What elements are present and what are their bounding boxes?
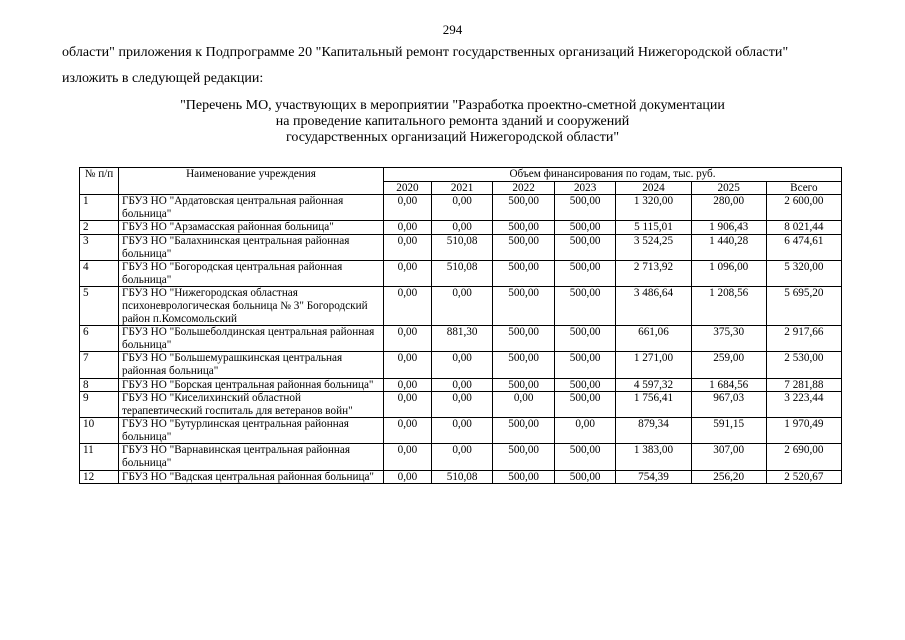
value-2025: 375,30 [691, 326, 766, 352]
institution-name: ГБУЗ НО "Большеболдинская центральная районная больница" [119, 326, 384, 352]
value-total: 2 600,00 [766, 195, 841, 221]
header-number: № п/п [80, 168, 119, 195]
value-2022: 500,00 [493, 418, 555, 444]
value-2020: 0,00 [384, 352, 432, 378]
value-2024: 879,34 [616, 418, 691, 444]
institution-name: ГБУЗ НО "Балахнинская центральная районная больница" [119, 234, 384, 260]
table-row [80, 418, 842, 444]
value-2022: 0,00 [493, 392, 555, 418]
heading-line-1: "Перечень МО, участвующих в мероприятии "Разработка проектно-сметной документации [180, 98, 725, 113]
row-number: 1 [80, 195, 119, 221]
row-number: 9 [80, 392, 119, 418]
value-2023: 500,00 [554, 470, 616, 484]
value-2020: 0,00 [384, 392, 432, 418]
table-row [80, 378, 842, 392]
institution-name: ГБУЗ НО "Большемурашкинская центральная районная больница" [119, 352, 384, 378]
value-2021: 0,00 [431, 195, 493, 221]
table-row [80, 470, 842, 484]
value-2025: 259,00 [691, 352, 766, 378]
table-row [80, 234, 842, 260]
value-2023: 500,00 [554, 261, 616, 287]
value-2025: 1 208,56 [691, 287, 766, 326]
institution-name: ГБУЗ НО "Вадская центральная районная больница" [119, 470, 384, 484]
value-2024: 1 383,00 [616, 444, 691, 470]
value-2020: 0,00 [384, 470, 432, 484]
row-number: 5 [80, 287, 119, 326]
value-2022: 500,00 [493, 195, 555, 221]
institution-name: ГБУЗ НО "Бутурлинская центральная районная больница" [119, 418, 384, 444]
header-year-2025: 2025 [691, 181, 766, 195]
header-year-2022: 2022 [493, 181, 555, 195]
row-number: 3 [80, 234, 119, 260]
value-2020: 0,00 [384, 287, 432, 326]
value-2023: 500,00 [554, 392, 616, 418]
value-total: 1 970,49 [766, 418, 841, 444]
value-2021: 510,08 [431, 261, 493, 287]
institution-name: ГБУЗ НО "Нижегородская областная психоневрологическая больница № 3" Богородский район п.Комсомольский [119, 287, 384, 326]
value-2022: 500,00 [493, 444, 555, 470]
value-2025: 256,20 [691, 470, 766, 484]
value-2022: 500,00 [493, 287, 555, 326]
funding-table [79, 167, 842, 484]
value-2025: 1 684,56 [691, 378, 766, 392]
value-2021: 0,00 [431, 392, 493, 418]
table-body [80, 195, 842, 484]
header-year-2023: 2023 [554, 181, 616, 195]
value-2025: 967,03 [691, 392, 766, 418]
value-2025: 591,15 [691, 418, 766, 444]
value-2020: 0,00 [384, 234, 432, 260]
value-2023: 500,00 [554, 234, 616, 260]
table-row [80, 195, 842, 221]
value-total: 6 474,61 [766, 234, 841, 260]
row-number: 6 [80, 326, 119, 352]
page-number: 294 [442, 22, 463, 37]
table-row [80, 261, 842, 287]
institution-name: ГБУЗ НО "Богородская центральная районная больница" [119, 261, 384, 287]
header-year-2021: 2021 [431, 181, 493, 195]
value-2023: 500,00 [554, 326, 616, 352]
value-2021: 0,00 [431, 221, 493, 235]
value-2023: 500,00 [554, 195, 616, 221]
value-2024: 3 486,64 [616, 287, 691, 326]
value-2020: 0,00 [384, 378, 432, 392]
heading-line-2: на проведение капитального ремонта зданий и сооружений [275, 114, 630, 129]
value-2024: 1 756,41 [616, 392, 691, 418]
header-funding: Объем финансирования по годам, тыс. руб. [384, 168, 842, 182]
value-2025: 1 906,43 [691, 221, 766, 235]
header-year-2020: 2020 [384, 181, 432, 195]
value-2023: 500,00 [554, 287, 616, 326]
value-2022: 500,00 [493, 234, 555, 260]
value-2021: 0,00 [431, 287, 493, 326]
value-2025: 1 096,00 [691, 261, 766, 287]
row-number: 11 [80, 444, 119, 470]
value-2024: 1 320,00 [616, 195, 691, 221]
institution-name: ГБУЗ НО "Ардатовская центральная районная больница" [119, 195, 384, 221]
row-number: 8 [80, 378, 119, 392]
header-year-2024: 2024 [616, 181, 691, 195]
value-2023: 500,00 [554, 378, 616, 392]
value-2021: 0,00 [431, 378, 493, 392]
table-row [80, 444, 842, 470]
value-2020: 0,00 [384, 326, 432, 352]
value-2021: 510,08 [431, 470, 493, 484]
institution-name: ГБУЗ НО "Борская центральная районная больница" [119, 378, 384, 392]
table-row [80, 392, 842, 418]
row-number: 12 [80, 470, 119, 484]
value-2020: 0,00 [384, 261, 432, 287]
value-total: 8 021,44 [766, 221, 841, 235]
intro-line-2: изложить в следующей редакции: [62, 71, 264, 86]
value-2021: 0,00 [431, 352, 493, 378]
value-2022: 500,00 [493, 352, 555, 378]
table-row [80, 326, 842, 352]
value-2020: 0,00 [384, 418, 432, 444]
value-2024: 4 597,32 [616, 378, 691, 392]
header-institution-name: Наименование учреждения [119, 168, 384, 195]
value-total: 5 320,00 [766, 261, 841, 287]
value-2024: 2 713,92 [616, 261, 691, 287]
row-number: 2 [80, 221, 119, 235]
value-2025: 307,00 [691, 444, 766, 470]
value-2024: 754,39 [616, 470, 691, 484]
value-2022: 500,00 [493, 470, 555, 484]
value-total: 2 917,66 [766, 326, 841, 352]
value-2022: 500,00 [493, 326, 555, 352]
row-number: 10 [80, 418, 119, 444]
value-2022: 500,00 [493, 221, 555, 235]
value-2020: 0,00 [384, 195, 432, 221]
heading-line-3: государственных организаций Нижегородской области" [285, 130, 620, 145]
value-total: 3 223,44 [766, 392, 841, 418]
value-2021: 0,00 [431, 418, 493, 444]
value-2022: 500,00 [493, 378, 555, 392]
value-total: 7 281,88 [766, 378, 841, 392]
intro-line-1: области" приложения к Подпрограмме 20 "Капитальный ремонт государственных организаций Нижегородской области" [62, 45, 789, 60]
value-2020: 0,00 [384, 444, 432, 470]
value-2022: 500,00 [493, 261, 555, 287]
value-total: 2 520,67 [766, 470, 841, 484]
table-row [80, 352, 842, 378]
value-2023: 0,00 [554, 418, 616, 444]
value-2020: 0,00 [384, 221, 432, 235]
value-2023: 500,00 [554, 352, 616, 378]
row-number: 7 [80, 352, 119, 378]
document-heading [0, 98, 905, 146]
value-2024: 5 115,01 [616, 221, 691, 235]
table-row [80, 287, 842, 326]
value-2025: 280,00 [691, 195, 766, 221]
header-total: Всего [766, 181, 841, 195]
institution-name: ГБУЗ НО "Варнавинская центральная районная больница" [119, 444, 384, 470]
value-total: 5 695,20 [766, 287, 841, 326]
value-total: 2 690,00 [766, 444, 841, 470]
table-row [80, 221, 842, 235]
value-2023: 500,00 [554, 444, 616, 470]
value-2024: 3 524,25 [616, 234, 691, 260]
value-2021: 881,30 [431, 326, 493, 352]
value-total: 2 530,00 [766, 352, 841, 378]
value-2024: 1 271,00 [616, 352, 691, 378]
value-2021: 0,00 [431, 444, 493, 470]
value-2023: 500,00 [554, 221, 616, 235]
value-2024: 661,06 [616, 326, 691, 352]
value-2025: 1 440,28 [691, 234, 766, 260]
value-2021: 510,08 [431, 234, 493, 260]
row-number: 4 [80, 261, 119, 287]
institution-name: ГБУЗ НО "Киселихинский областной терапевтический госпиталь для ветеранов войн" [119, 392, 384, 418]
institution-name: ГБУЗ НО "Арзамасская районная больница" [119, 221, 384, 235]
